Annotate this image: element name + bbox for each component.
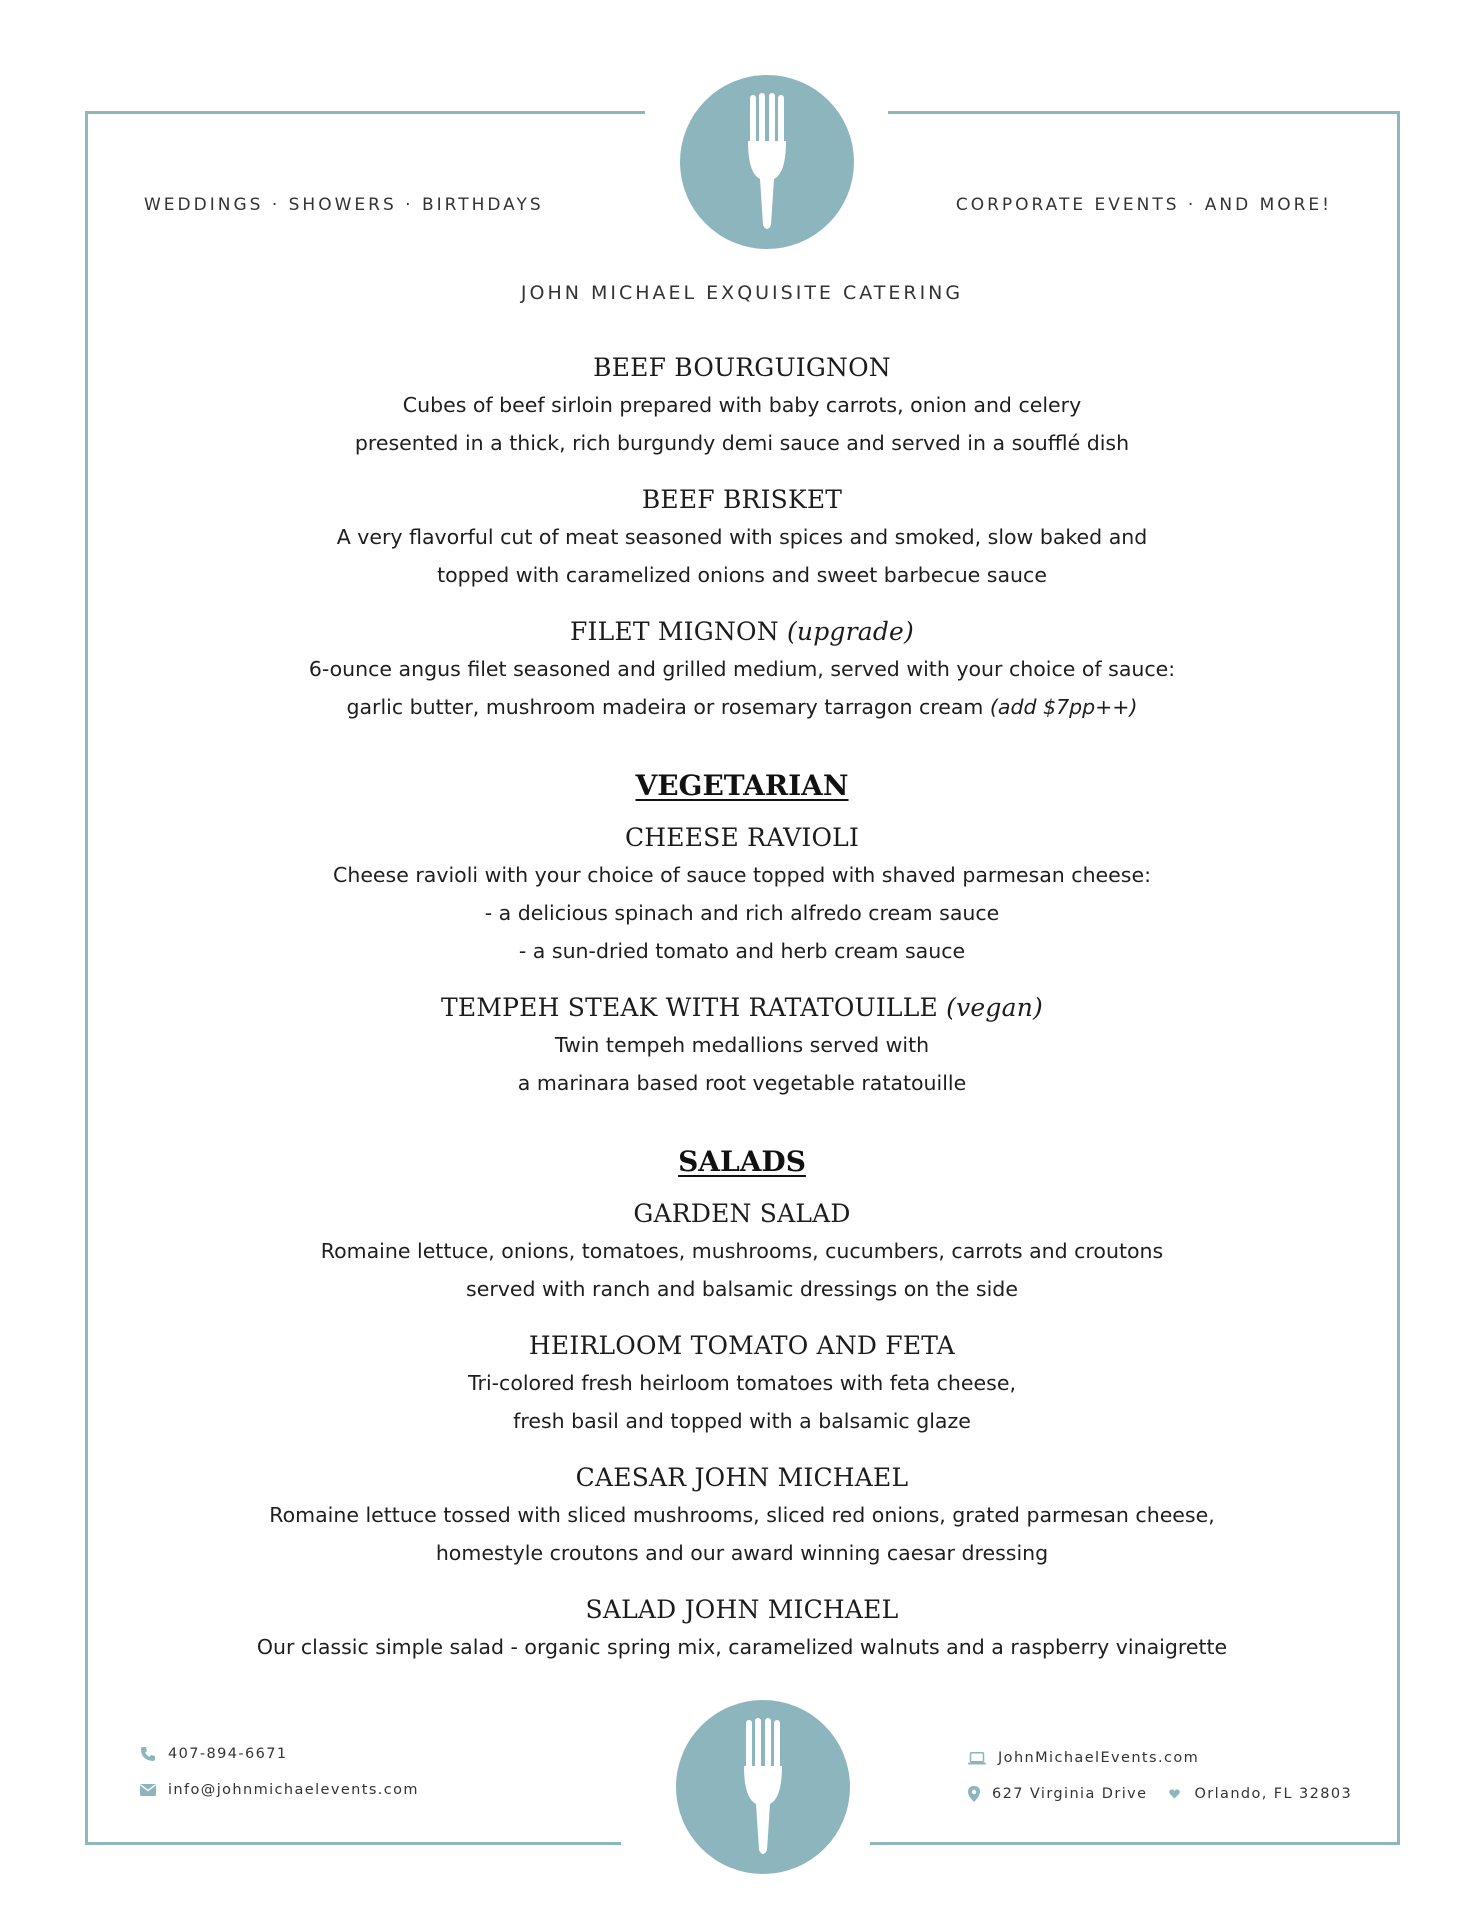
frame-top-right xyxy=(888,111,1400,114)
item-title: SALAD JOHN MICHAEL xyxy=(585,1595,899,1624)
item-desc-line: Twin tempeh medallions served with xyxy=(554,1033,930,1057)
frame-right xyxy=(1397,111,1400,1845)
tagline-right: CORPORATE EVENTS · AND MORE! xyxy=(955,195,1332,215)
website-url: JohnMichaelEvents.com xyxy=(998,1750,1200,1766)
section-heading-vegetarian: VEGETARIAN xyxy=(635,769,849,802)
contact-phone[interactable] xyxy=(140,1746,288,1762)
envelope-icon xyxy=(140,1784,156,1796)
item-title: TEMPEH STEAK WITH RATATOUILLE xyxy=(441,993,938,1022)
fork-icon xyxy=(676,1700,850,1874)
item-desc-line: presented in a thick, rich burgundy demi sauce and served in a soufflé dish xyxy=(354,431,1130,455)
menu-item xyxy=(150,1460,1334,1572)
item-desc-line: - a delicious spinach and rich alfredo cream sauce xyxy=(484,901,1000,925)
item-desc-line: Cheese ravioli with your choice of sauce topped with shaved parmesan cheese: xyxy=(333,863,1151,887)
section-heading-salads: SALADS xyxy=(678,1145,806,1178)
menu-item xyxy=(150,1196,1334,1308)
item-title: BEEF BRISKET xyxy=(641,485,843,514)
contact-email[interactable] xyxy=(140,1782,419,1798)
item-desc-line: 6-ounce angus filet seasoned and grilled medium, served with your choice of sauce: xyxy=(308,657,1176,681)
item-desc-line: Our classic simple salad - organic spring mix, caramelized walnuts and a raspberry vinaigrette xyxy=(256,1635,1228,1659)
frame-bottom-right xyxy=(870,1842,1400,1845)
item-desc-line: a marinara based root vegetable ratatouille xyxy=(517,1071,967,1095)
menu-item xyxy=(150,614,1334,726)
item-desc-line: fresh basil and topped with a balsamic glaze xyxy=(513,1409,971,1433)
brand-name: JOHN MICHAEL EXQUISITE CATERING xyxy=(520,282,964,304)
menu-item xyxy=(150,990,1334,1102)
frame-top-left xyxy=(85,111,645,114)
phone-icon xyxy=(140,1746,156,1762)
item-title-row xyxy=(150,990,1334,1026)
item-desc-line: homestyle croutons and our award winning caesar dressing xyxy=(435,1541,1049,1565)
item-title: BEEF BOURGUIGNON xyxy=(593,353,891,382)
street-address: 627 Virginia Drive xyxy=(992,1786,1148,1802)
item-desc-line: Cubes of beef sirloin prepared with baby carrots, onion and celery xyxy=(402,393,1082,417)
item-desc-line: - a sun-dried tomato and herb cream sauce xyxy=(518,939,966,963)
menu-item xyxy=(150,820,1334,970)
item-title: FILET MIGNON xyxy=(569,617,779,646)
item-title: GARDEN SALAD xyxy=(633,1199,851,1228)
item-desc-line: Romaine lettuce, onions, tomatoes, mushrooms, cucumbers, carrots and croutons xyxy=(320,1239,1164,1263)
menu-item xyxy=(150,482,1334,594)
item-title: CAESAR JOHN MICHAEL xyxy=(575,1463,909,1492)
contact-website[interactable] xyxy=(968,1750,1199,1766)
item-title: CHEESE RAVIOLI xyxy=(624,823,860,852)
frame-left xyxy=(85,111,88,1845)
email-address: info@johnmichaelevents.com xyxy=(168,1782,419,1798)
city-state-zip: Orlando, FL 32803 xyxy=(1194,1786,1353,1802)
price-note: (add $7pp++) xyxy=(989,695,1138,719)
item-desc-line: served with ranch and balsamic dressings on the side xyxy=(466,1277,1018,1301)
item-desc-line: garlic butter, mushroom madeira or rosemary tarragon cream xyxy=(346,695,984,719)
item-title: HEIRLOOM TOMATO AND FETA xyxy=(528,1331,956,1360)
menu xyxy=(150,350,1334,1686)
item-title-row xyxy=(150,614,1334,650)
item-desc-line: Tri-colored fresh heirloom tomatoes with feta cheese, xyxy=(468,1371,1016,1395)
contact-address xyxy=(968,1786,1352,1802)
laptop-icon xyxy=(968,1752,986,1765)
item-note: (vegan) xyxy=(946,993,1043,1022)
phone-number: 407-894-6671 xyxy=(168,1746,288,1762)
item-desc-line: A very flavorful cut of meat seasoned with spices and smoked, slow baked and xyxy=(336,525,1148,549)
logo-bottom xyxy=(676,1700,850,1874)
tagline-left: WEDDINGS · SHOWERS · BIRTHDAYS xyxy=(144,195,544,215)
logo-top xyxy=(680,75,854,249)
menu-item xyxy=(150,1328,1334,1440)
menu-item xyxy=(150,350,1334,462)
item-desc-line-row xyxy=(150,688,1334,726)
item-desc-line: Romaine lettuce tossed with sliced mushrooms, sliced red onions, grated parmesan cheese, xyxy=(269,1503,1215,1527)
map-pin-icon xyxy=(968,1786,980,1802)
item-desc-line: topped with caramelized onions and sweet barbecue sauce xyxy=(437,563,1047,587)
frame-bottom-left xyxy=(85,1842,621,1845)
heart-icon xyxy=(1169,1789,1180,1799)
menu-item xyxy=(150,1592,1334,1666)
fork-icon xyxy=(680,75,854,249)
item-note: (upgrade) xyxy=(786,617,915,646)
